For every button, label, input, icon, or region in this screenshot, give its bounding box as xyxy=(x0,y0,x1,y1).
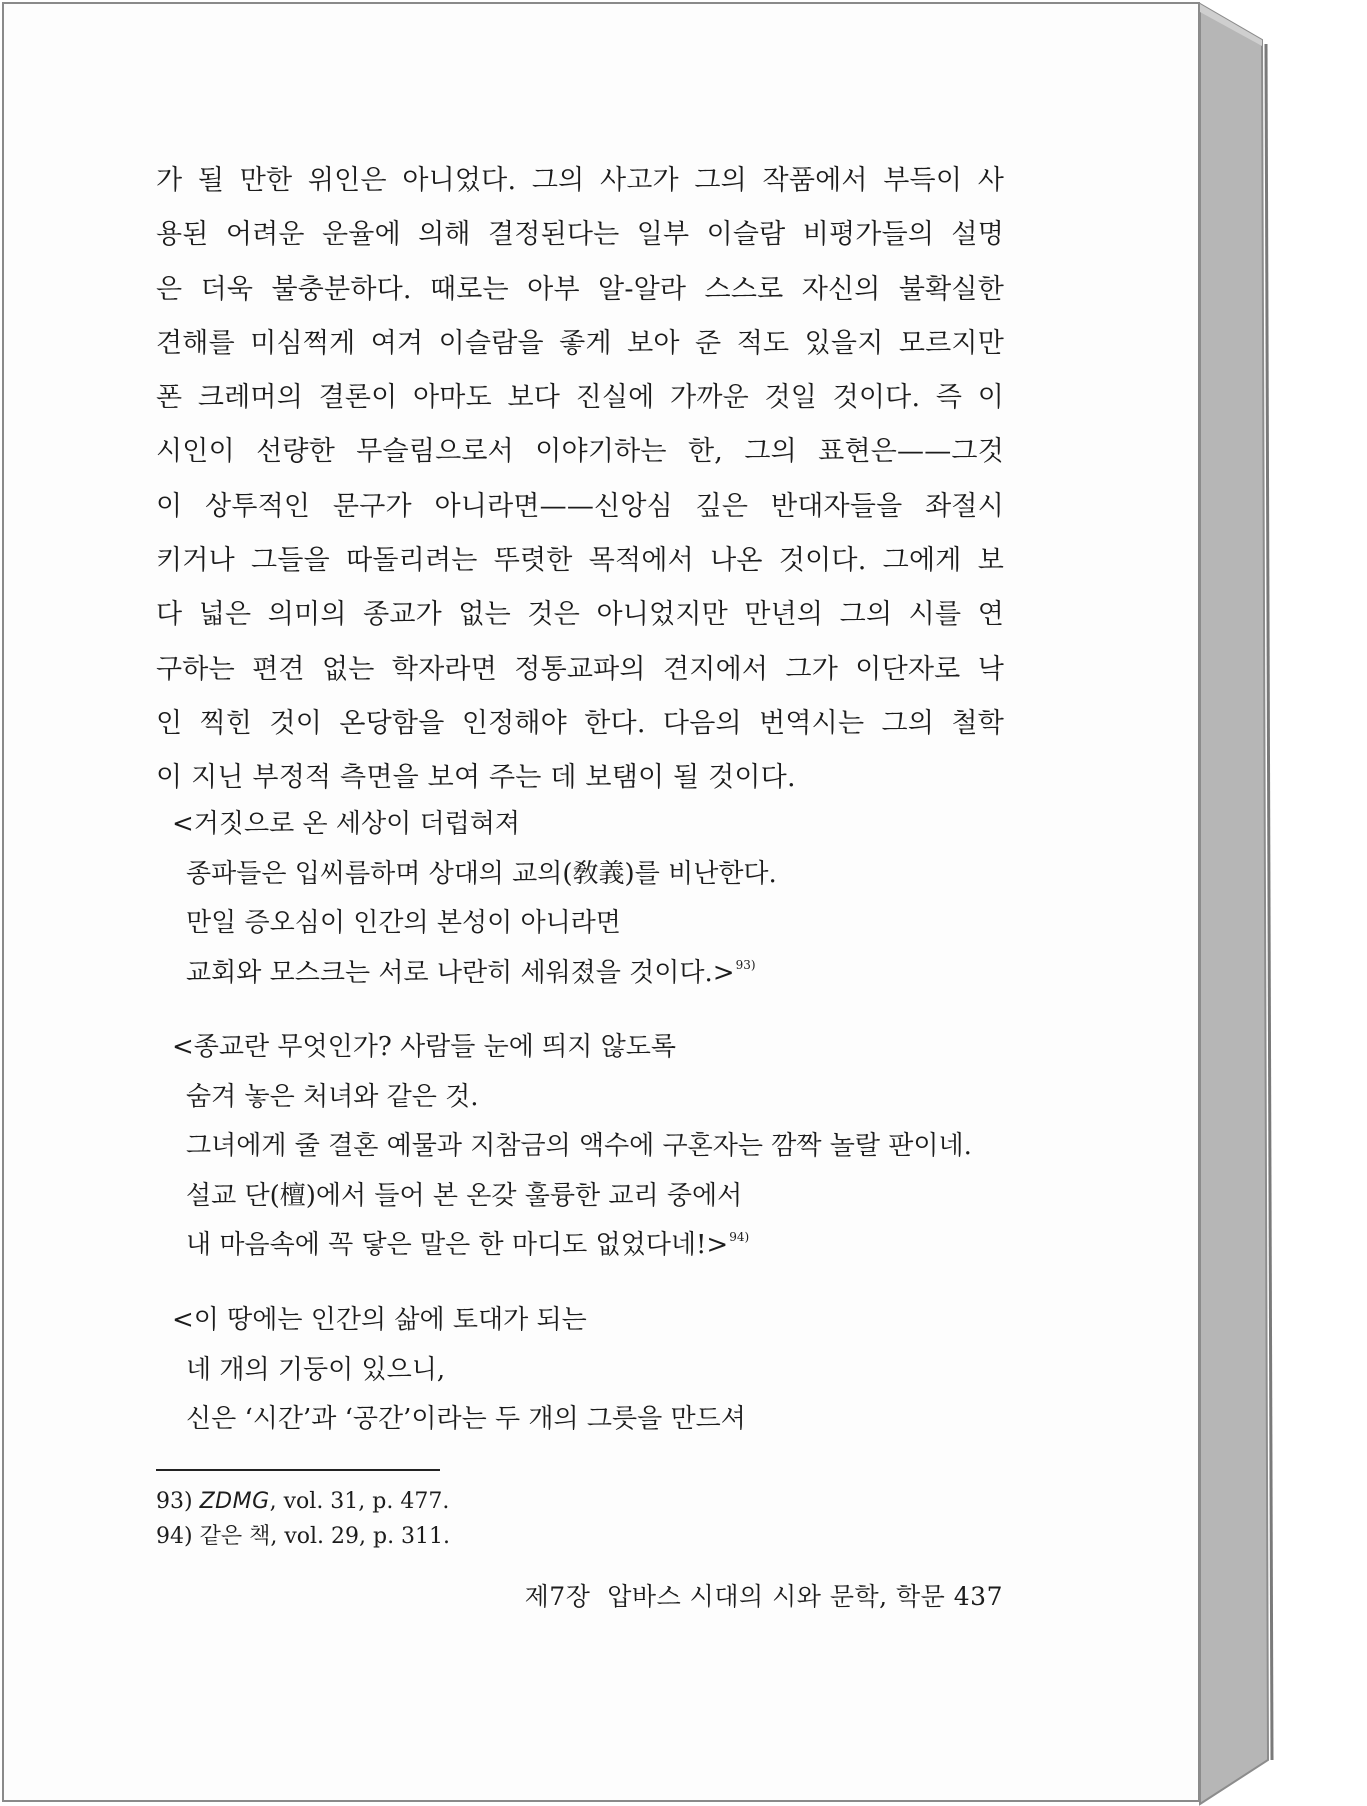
footnote-source-title: ZDMG xyxy=(199,1489,270,1514)
footnote-source-title: 같은 책 xyxy=(199,1524,271,1549)
paragraph-line: 다 넓은 의미의 종교가 없는 것은 아니었지만 만년의 그의 시를 연 xyxy=(156,599,1004,631)
poem-line: 네 개의 기둥이 있으니, xyxy=(186,1354,446,1385)
poem-line: 종파들은 입씨름하며 상대의 교의(敎義)를 비난한다. xyxy=(186,858,777,889)
footnote-citation: , vol. 31, p. 477. xyxy=(269,1489,450,1514)
footnote-number: 94) xyxy=(156,1524,193,1549)
footnote-94 xyxy=(156,1519,996,1554)
poem-line-text: 교회와 모스크는 서로 나란히 세워졌을 것이다.> xyxy=(186,957,735,988)
chapter-label: 제7장 xyxy=(524,1582,591,1611)
footnote-citation: , vol. 29, p. 311. xyxy=(270,1524,451,1549)
paragraph-line: 인 찍힌 것이 온당함을 인정해야 한다. 다음의 번역시는 그의 철학 xyxy=(156,707,1004,739)
poem-line: <종교란 무엇인가? 사람들 눈에 띄지 않도록 xyxy=(172,1032,677,1062)
poem-line xyxy=(172,949,1012,999)
poem-quote-1 xyxy=(172,800,1012,998)
footnote-number: 93) xyxy=(156,1489,193,1514)
paragraph-line: 폰 크레머의 결론이 아마도 보다 진실에 가까운 것일 것이다. 즉 이 xyxy=(156,382,1004,414)
paragraph-line: 이 상투적인 문구가 아니라면——신앙심 깊은 반대자들을 좌절시 xyxy=(156,490,1004,522)
poem-line: 만일 증오심이 인간의 본성이 아니라면 xyxy=(186,908,621,938)
poem-line xyxy=(172,1221,1012,1271)
paragraph-line: 견해를 미심쩍게 여겨 이슬람을 좋게 보아 준 적도 있을지 모르지만 xyxy=(156,327,1004,359)
page-number: 437 xyxy=(953,1582,1003,1611)
paragraph-line: 가 될 만한 위인은 아니었다. 그의 사고가 그의 작품에서 부득이 사 xyxy=(156,165,1004,196)
poem-line-text: 내 마음속에 꼭 닿은 말은 한 마디도 없었다네!> xyxy=(186,1230,729,1260)
paragraph-line: 구하는 편견 없는 학자라면 정통교파의 견지에서 그가 이단자로 낙 xyxy=(156,653,1004,685)
paragraph-line: 은 더욱 불충분하다. 때로는 아부 알-알라 스스로 자신의 불확실한 xyxy=(156,273,1004,305)
footnote-divider xyxy=(156,1469,440,1471)
footnote-ref-93: 93) xyxy=(735,957,756,972)
paragraph-line: 용된 어려운 운율에 의해 결정된다는 일부 이슬람 비평가들의 설명 xyxy=(156,219,1004,251)
poem-line: <이 땅에는 인간의 삶에 토대가 되는 xyxy=(172,1305,587,1335)
paragraph-line: 시인이 선량한 무슬림으로서 이야기하는 한, 그의 표현은——그것 xyxy=(156,436,1004,468)
footnote-93 xyxy=(156,1484,996,1519)
chapter-title: 압바스 시대의 시와 문학, 학문 xyxy=(607,1582,946,1611)
footnote-ref-94: 94) xyxy=(729,1230,750,1244)
poem-line: 설교 단(檀)에서 들어 본 온갖 훌륭한 교리 중에서 xyxy=(186,1180,743,1211)
main-paragraph xyxy=(156,154,1004,806)
poem-line: 숨겨 놓은 처녀와 같은 것. xyxy=(186,1081,479,1112)
paragraph-line: 이 지닌 부정적 측면을 보여 주는 데 보탬이 될 것이다. xyxy=(156,762,796,794)
paragraph-line: 키거나 그들을 따돌리려는 뚜렷한 목적에서 나온 것이다. 그에게 보 xyxy=(156,545,1004,577)
poem-quote-3 xyxy=(172,1296,1012,1445)
footnotes xyxy=(156,1484,996,1554)
poem-line: 신은 ‘시간’과 ‘공간’이라는 두 개의 그릇을 만드셔 xyxy=(186,1404,746,1434)
poem-line: <거짓으로 온 세상이 더럽혀져 xyxy=(172,809,520,839)
poem-quote-2 xyxy=(172,1023,1012,1271)
running-footer xyxy=(525,1577,1003,1617)
poem-line: 그녀에게 줄 결혼 예물과 지참금의 액수에 구혼자는 깜짝 놀랄 판이네. xyxy=(186,1131,972,1161)
